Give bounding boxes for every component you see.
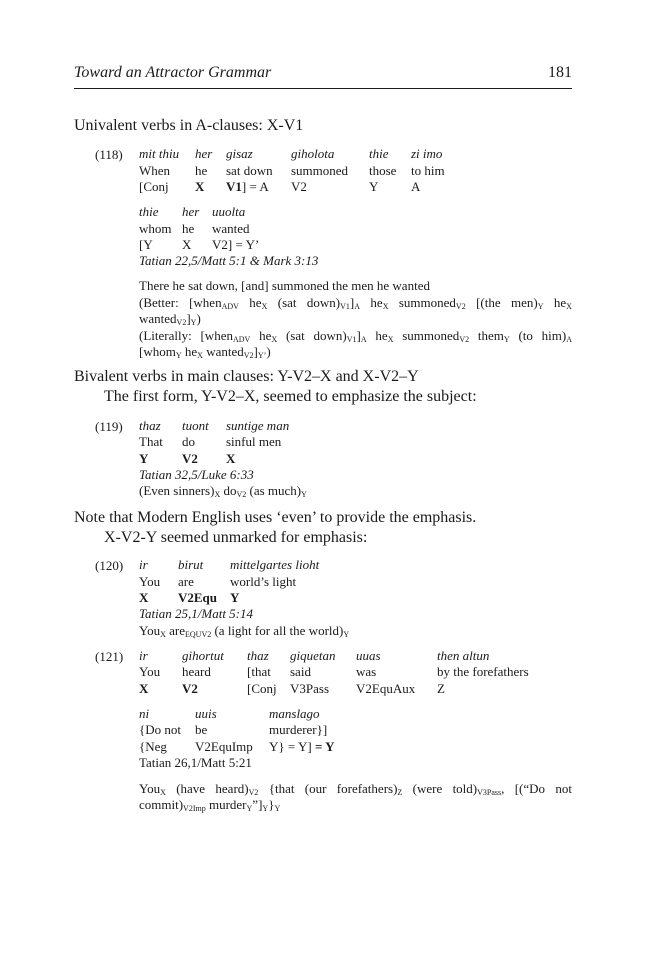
- gloss: You: [139, 664, 161, 679]
- role: X: [182, 237, 192, 252]
- word: thie: [139, 204, 159, 219]
- note-subtext: X-V2-Y seemed unmarked for emphasis:: [104, 529, 368, 546]
- role: [Conj: [247, 681, 277, 696]
- role: V2: [291, 179, 307, 194]
- ex119-source: Tatian 32,5/Luke 6:33: [139, 467, 254, 482]
- role: A: [411, 179, 421, 194]
- word: her: [182, 204, 200, 219]
- role: {Neg: [139, 739, 167, 754]
- gloss: sat down: [226, 163, 273, 178]
- role: V2] = Y’: [212, 237, 260, 252]
- gloss: he: [195, 163, 208, 178]
- gloss: be: [195, 722, 208, 737]
- word: giquetan: [290, 648, 336, 663]
- role: Y: [139, 451, 149, 466]
- note-paragraph: Note that Modern English uses ‘even’ to provide the emphasis.: [74, 509, 477, 526]
- role: Y: [230, 590, 240, 605]
- role: V2: [182, 681, 198, 696]
- role: V2: [182, 451, 198, 466]
- word: thaz: [139, 418, 161, 433]
- ex118-better-line1: (Better: [when$_{ADV}$ $he_X$ (sat $down)_{V1}]_A$ $he_X$ summoned$_{V2}$ [(the $men)_Y$ $he_X$: [139, 295, 572, 311]
- section-heading-bivalent: Bivalent verbs in main clauses: Y-V2–X and X-V2–Y: [74, 368, 419, 385]
- gloss: world’s light: [230, 574, 297, 589]
- gloss: heard: [182, 664, 211, 679]
- gloss: wanted: [212, 221, 250, 236]
- gloss: to him: [411, 163, 445, 178]
- role: X: [226, 451, 236, 466]
- gloss: summoned: [291, 163, 349, 178]
- word: gihortut: [182, 648, 224, 663]
- ex118-source: Tatian 22,5/Matt 5:1 & Mark 3:13: [139, 253, 319, 268]
- running-header-title: Toward an Attractor Grammar: [74, 64, 272, 81]
- word: mit thiu: [139, 146, 180, 161]
- gloss: are: [178, 574, 194, 589]
- role: X: [139, 681, 149, 696]
- gloss: sinful men: [226, 434, 282, 449]
- gloss: murderer}]: [269, 722, 328, 737]
- gloss: That: [139, 434, 163, 449]
- role: = Y: [314, 739, 335, 754]
- word: uuolta: [212, 204, 246, 219]
- ex118-literal-line1: (Literally: [when$_{ADV}$ $he_X$ (sat $down)_{V1}]_A$ $he_X$ summoned$_{V2}$ them$_Y$ (to $him)_A$: [139, 328, 572, 344]
- role: Y: [369, 179, 379, 194]
- gloss: he: [182, 221, 195, 236]
- gloss: When: [139, 163, 171, 178]
- role: Y} = Y]: [269, 739, 312, 754]
- word: giholota: [291, 146, 335, 161]
- ex121-translation-line2: $commit)_{V2Imp}$ $murder_Y”]_Y\}_Y$: [139, 797, 281, 813]
- role: V2EquAux: [356, 681, 416, 696]
- gloss: those: [369, 163, 397, 178]
- role: X: [195, 179, 205, 194]
- role: [Y: [139, 237, 153, 252]
- word: gisaz: [226, 146, 253, 161]
- word: ir: [139, 648, 148, 663]
- gloss: {Do not: [139, 722, 181, 737]
- ex120-translation: You$_X$ are$_{EQUV2}$ (a light for all the $world)_Y$: [139, 623, 350, 639]
- word: then altun: [437, 648, 490, 663]
- word: uuas: [356, 648, 381, 663]
- ex118-translation: There he sat down, [and] summoned the men he wanted: [139, 278, 430, 293]
- gloss: You: [139, 574, 161, 589]
- role: V1: [226, 179, 242, 194]
- word: ir: [139, 557, 148, 572]
- example-number-121: (121): [95, 649, 124, 664]
- gloss: [that: [247, 664, 271, 679]
- example-number-119: (119): [95, 419, 123, 434]
- gloss: was: [356, 664, 377, 679]
- gloss: said: [290, 664, 311, 679]
- ex121-source: Tatian 26,1/Matt 5:21: [139, 755, 252, 770]
- gloss: by the forefathers: [437, 664, 529, 679]
- ex119-translation: (Even $sinners)_X$ $do_{V2}$ (as $much)_Y$: [139, 483, 307, 499]
- gloss: whom: [139, 221, 172, 236]
- role: Z: [437, 681, 445, 696]
- gloss: do: [182, 434, 195, 449]
- word: ni: [139, 706, 150, 721]
- role: V2Equ: [178, 590, 218, 605]
- word: thaz: [247, 648, 269, 663]
- ex120-source: Tatian 25,1/Matt 5:14: [139, 606, 254, 621]
- section-subtext: The first form, Y-V2–X, seemed to emphasize the subject:: [104, 388, 477, 405]
- role: V2EquImp: [195, 739, 253, 754]
- role: [Conj: [139, 179, 169, 194]
- example-number-118: (118): [95, 147, 123, 162]
- word: mittelgartes lioht: [230, 557, 320, 572]
- word: suntige man: [226, 418, 290, 433]
- example-number-120: (120): [95, 558, 124, 573]
- role: V3Pass: [290, 681, 330, 696]
- word: thie: [369, 146, 389, 161]
- page-number: 181: [548, 64, 572, 81]
- word: birut: [178, 557, 204, 572]
- section-heading-univalent: Univalent verbs in A-clauses: X-V1: [74, 117, 304, 134]
- ex118-literal-line2: [whom$_Y$ $he_X$ $wanted_{V2}]_{Y’}$): [139, 344, 271, 360]
- word: uuis: [195, 706, 217, 721]
- word: zi imo: [411, 146, 443, 161]
- role: X: [139, 590, 149, 605]
- word: manslago: [269, 706, 320, 721]
- header-rule: [74, 88, 572, 89]
- role: ] = A: [241, 179, 269, 194]
- ex118-better-line2: $wanted_{V2}]_Y$): [139, 311, 201, 327]
- word: tuont: [182, 418, 209, 433]
- word: her: [195, 146, 213, 161]
- ex121-translation-line1: You$_X$ (have $heard)_{V2}$ {that (our $forefathers)_Z$ (were $told)_{V3Pass}$, [(“Do not: [139, 781, 572, 797]
